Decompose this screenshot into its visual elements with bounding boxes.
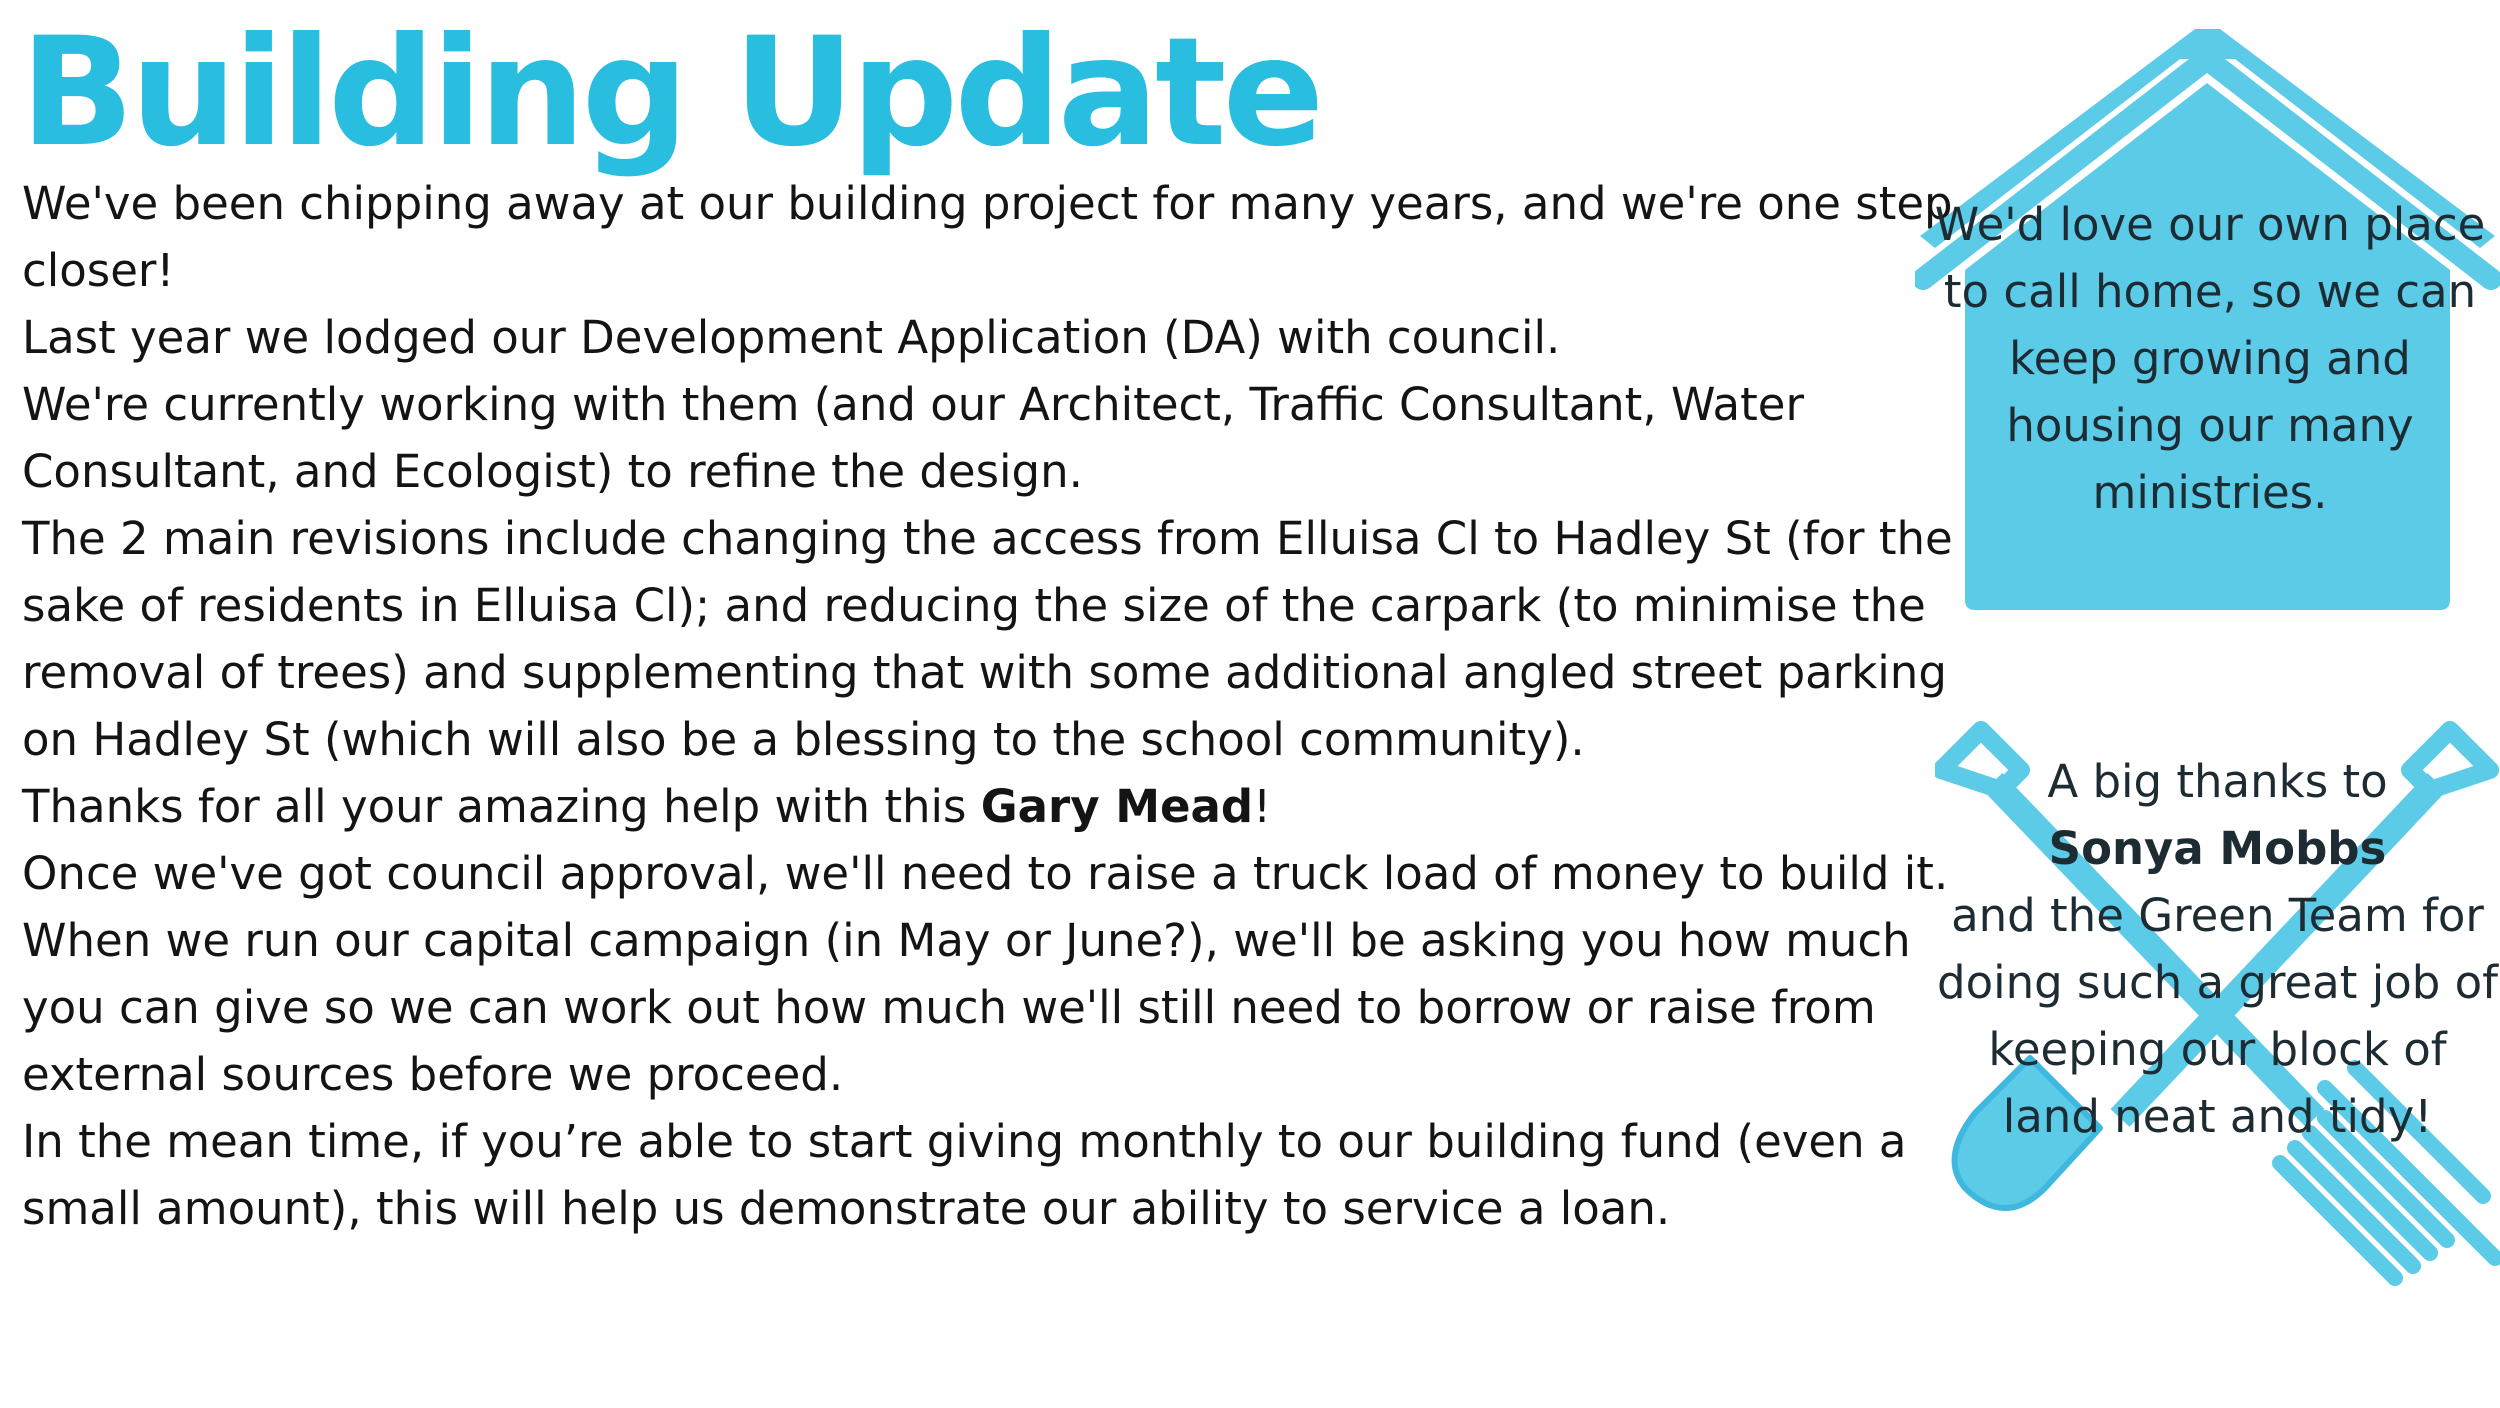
body-text	[22, 170, 1992, 1242]
paragraph: When we run our capital campaign (in May or June?), we'll be asking you how much you can give so we can work out how much we'll still need to borrow or raise from external sources before we proceed.	[22, 914, 1911, 1101]
paragraph-text: !	[1253, 780, 1272, 833]
thanked-person-name: Sonya Mobbs	[2048, 822, 2387, 875]
thanks-callout-text	[1935, 748, 2500, 1150]
highlighted-name: Gary Mead	[980, 780, 1254, 833]
paragraph: We've been chipping away at our building project for many years, and we're one step closer!	[22, 177, 1953, 297]
paragraph-thanks-gary	[22, 773, 1992, 840]
paragraph: We're currently working with them (and our Architect, Traffic Consultant, Water Consultant, and Ecologist) to refine the design.	[22, 378, 1804, 498]
page-title: Building Update	[20, 6, 1321, 180]
thanks-details: and the Green Team for doing such a great job of keeping our block of land neat and tidy!	[1937, 889, 2498, 1143]
paragraph: In the mean time, if you’re able to start giving monthly to our building fund (even a small amount), this will help us demonstrate our ability to service a loan.	[22, 1115, 1907, 1235]
paragraph: The 2 main revisions include changing the access from Elluisa Cl to Hadley St (for the sake of residents in Elluisa Cl); and reducing the size of the carpark (to minimise the removal of trees) and supplementing that with some additional angled street parking on Hadley St (which will also be a blessing to the school community).	[22, 512, 1953, 766]
paragraph-text: Thanks for all your amazing help with this	[22, 780, 981, 833]
thanks-intro: A big thanks to	[2047, 755, 2388, 808]
paragraph: Last year we lodged our Development Application (DA) with council.	[22, 311, 1561, 364]
house-callout-text: We'd love our own place to call home, so we can keep growing and housing our many ministries.	[1934, 198, 2486, 519]
thanks-callout	[1935, 718, 2500, 1298]
house-callout	[1915, 25, 2500, 625]
paragraph: Once we've got council approval, we'll need to raise a truck load of money to build it.	[22, 847, 1949, 900]
